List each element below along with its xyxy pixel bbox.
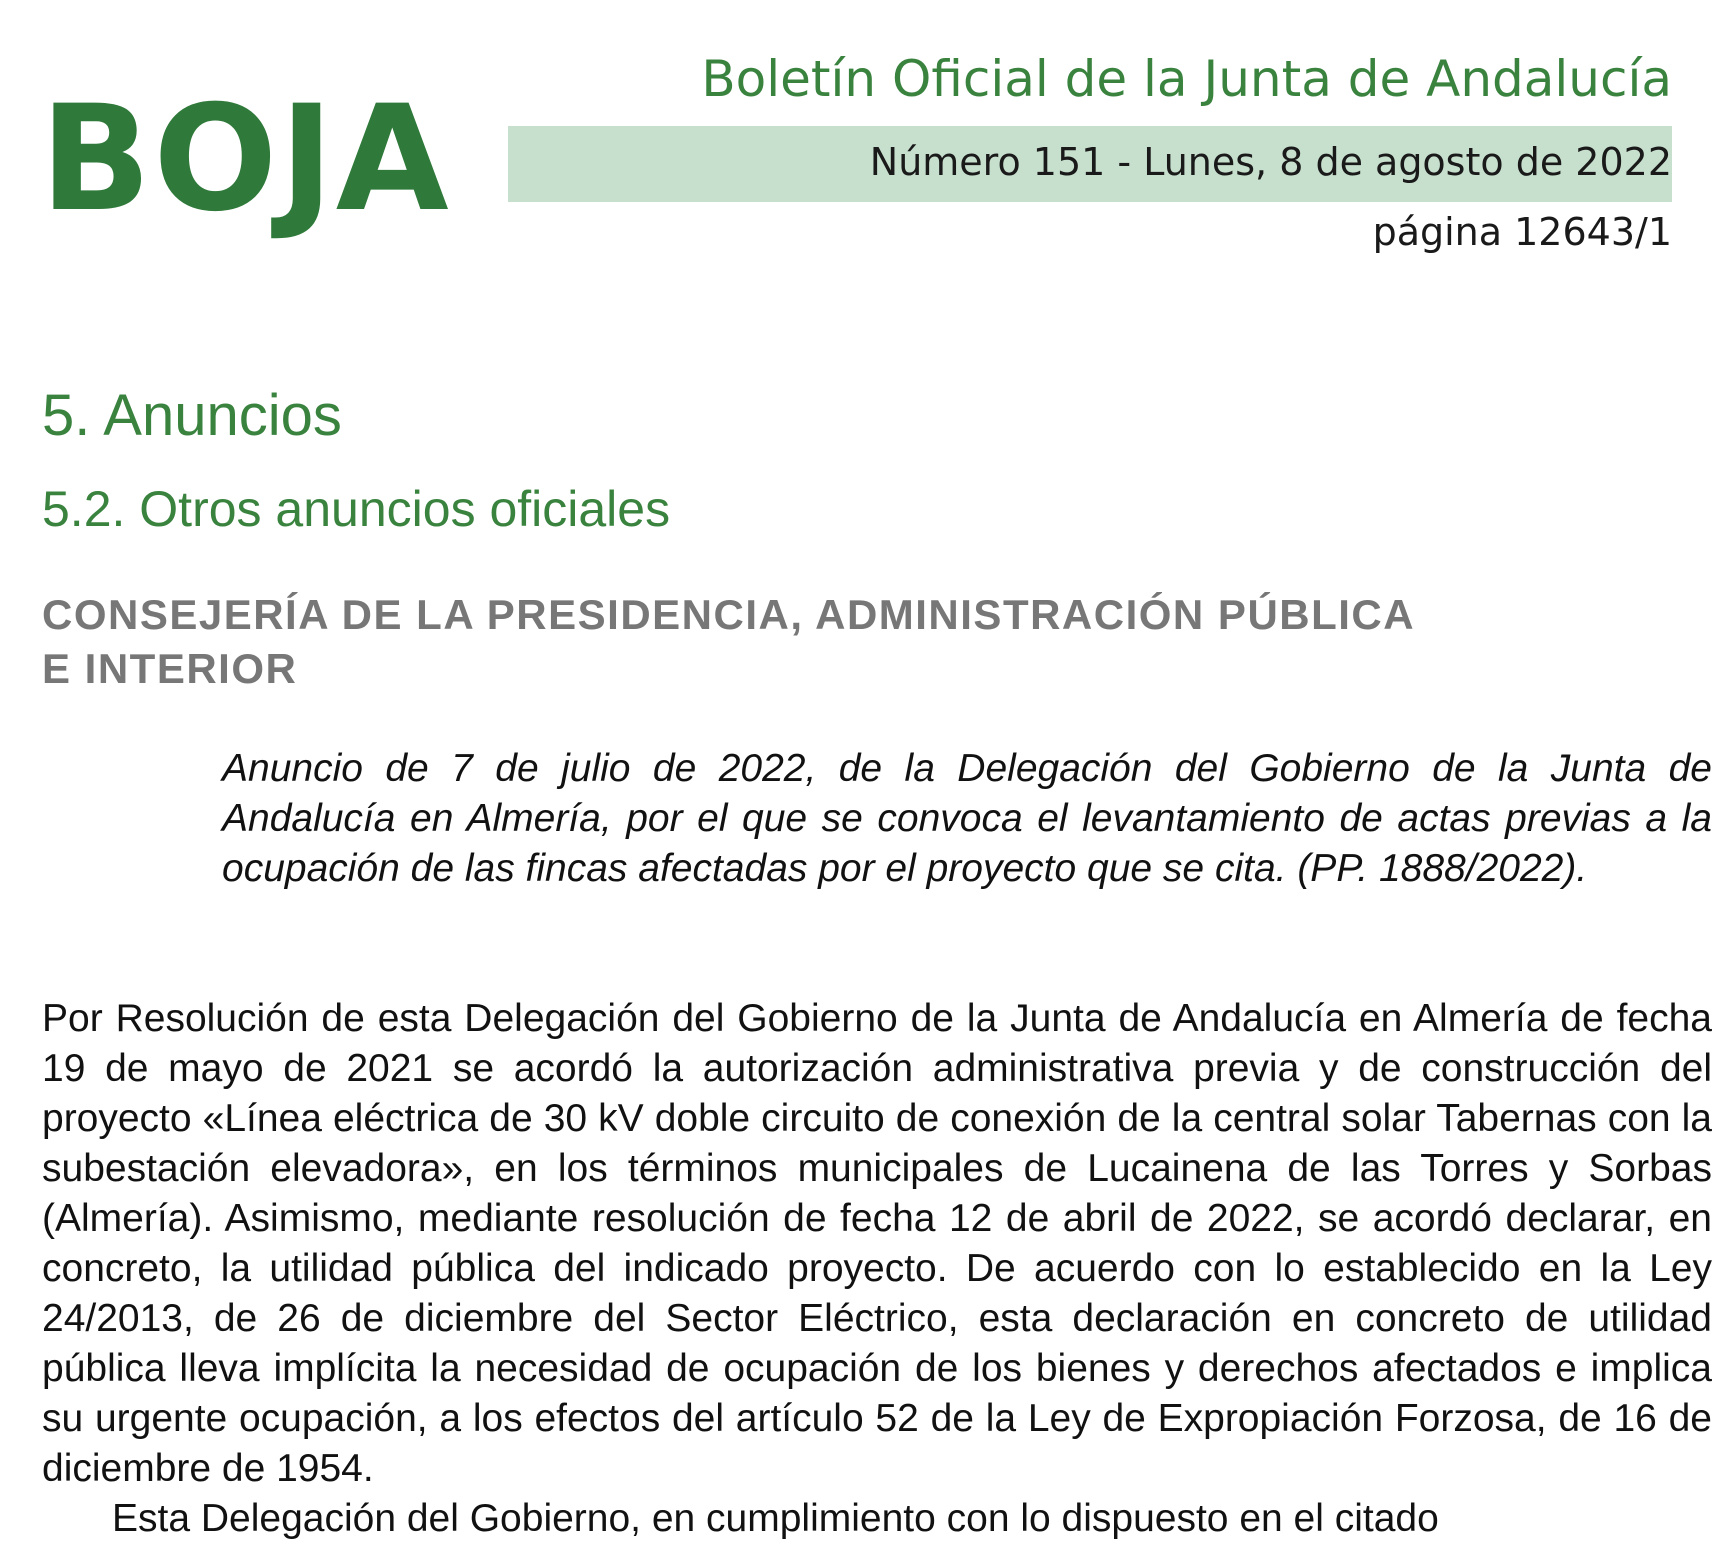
boja-logo: BOJA <box>40 74 451 244</box>
announcement-title: Anuncio de 7 de julio de 2022, de la Delegación del Gobierno de la Junta de Andalucía en Almería, por el que se convoca el levantamiento de actas previas a la ocupación de las fincas afectadas por el proyecto que se cita. (PP. 1888/2022). <box>222 747 1712 890</box>
subsection-title: 5.2. Otros anuncios oficiales <box>42 481 671 537</box>
issue-info: Número 151 - Lunes, 8 de agosto de 2022 <box>869 140 1672 184</box>
department-heading <box>42 588 1642 696</box>
body-paragraph-1: Por Resolución de esta Delegación del Gobierno de la Junta de Andalucía en Almería de fecha 19 de mayo de 2021 se acordó la autorización administrativa previa y de construcción del proyecto «Línea eléctrica de 30 kV doble circuito de conexión de la central solar Tabernas con la subestación elevadora», en los términos municipales de Lucainena de las Torres y Sorbas (Almería). Asimismo, mediante resolución de fecha 12 de abril de 2022, se acordó declarar, en concreto, la utilidad pública del indicado proyecto. De acuerdo con lo establecido en la Ley 24/2013, de 26 de diciembre del Sector Eléctrico, esta declaración en concreto de utilidad pública lleva implícita la necesidad de ocupación de los bienes y derechos afectados e implica su urgente ocupación, a los efectos del artículo 52 de la Ley de Expropiación Forzosa, de 16 de diciembre de 1954. <box>42 997 1712 1490</box>
department-line-2: E INTERIOR <box>42 645 298 692</box>
journal-title: Boletín Oficial de la Junta de Andalucía <box>701 50 1672 108</box>
department-line-1: CONSEJERÍA DE LA PRESIDENCIA, ADMINISTRACIÓN PÚBLICA <box>42 591 1416 638</box>
page-number: página 12643/1 <box>1372 210 1672 254</box>
section-title: 5. Anuncios <box>42 383 342 448</box>
body-paragraph-2: Esta Delegación del Gobierno, en cumplimiento con lo dispuesto en el citado <box>112 1497 1439 1540</box>
body-text <box>42 994 1712 1544</box>
